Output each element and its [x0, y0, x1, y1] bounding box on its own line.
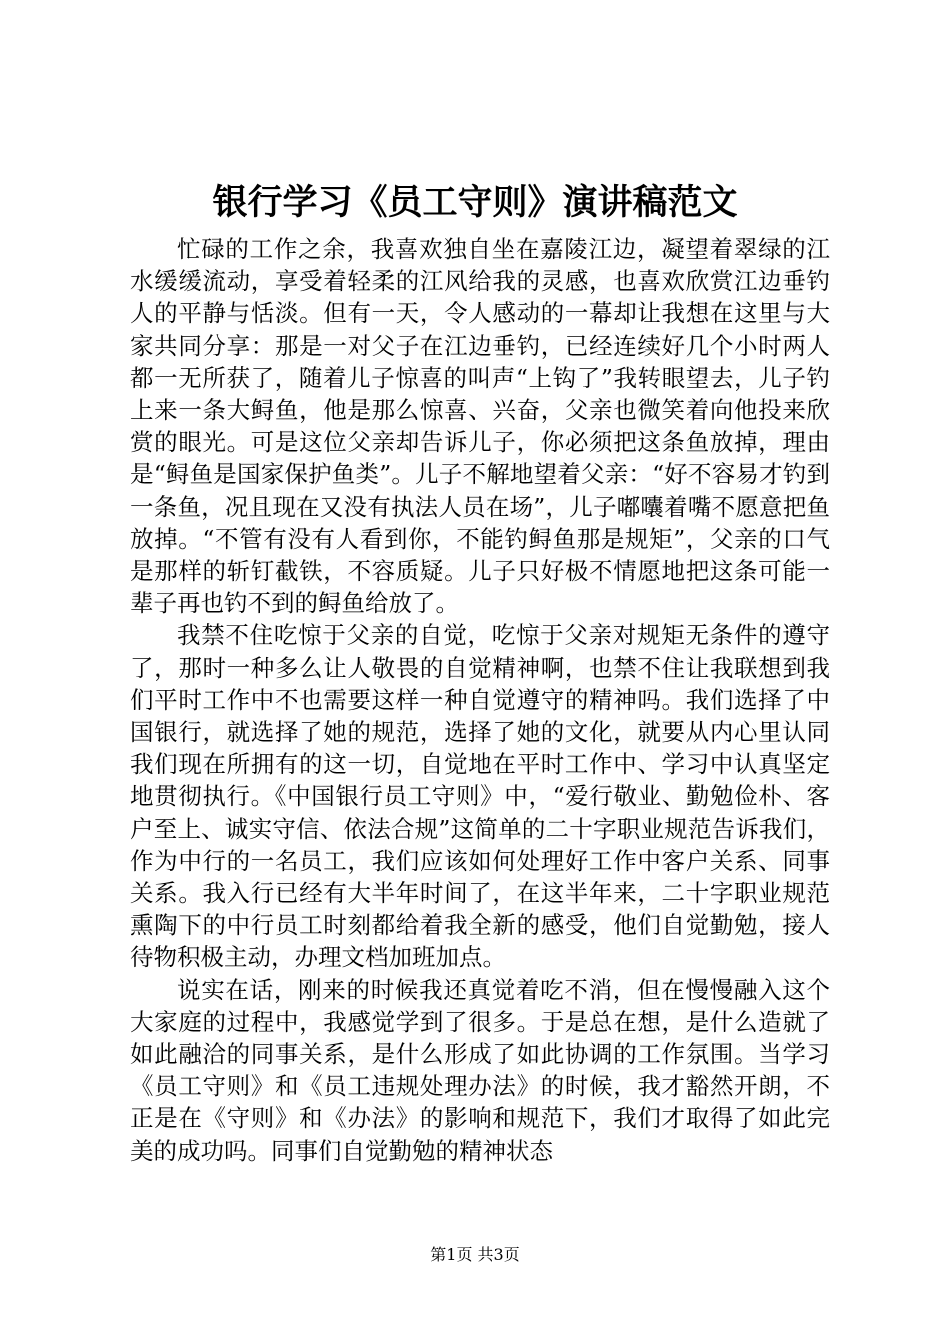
page-title: 银行学习《员工守则》演讲稿范文	[212, 182, 738, 223]
paragraph: 说实在话，刚来的时候我还真觉着吃不消，但在慢慢融入这个大家庭的过程中，我感觉学到了很多。于是总在想，是什么造就了如此融洽的同事关系，是什么形成了如此协调的工作氛围。当学习《员工守则》和《员工违规处理办法》的时候，我才豁然开朗，不正是在《守则》和《办法》的影响和规范下，我们才取得了如此完美的成功吗。同事们自觉勤勉的精神状态	[130, 975, 830, 1165]
paragraph: 我禁不住吃惊于父亲的自觉，吃惊于父亲对规矩无条件的遵守了，那时一种多么让人敬畏的自觉精神啊，也禁不住让我联想到我们平时工作中不也需要这样一种自觉遵守的精神吗。我们选择了中国银行，就选择了她的规范，选择了她的文化，就要从内心里认同我们现在所拥有的这一切，自觉地在平时工作中、学习中认真坚定地贯彻执行。《中国银行员工守则》中，“爱行敬业、勤勉俭朴、客户至上、诚实守信、依法合规”这简单的二十字职业规范告诉我们，作为中行的一名员工，我们应该如何处理好工作中客户关系、同事关系。我入行已经有大半年时间了，在这半年来，二十字职业规范熏陶下的中行员工时刻都给着我全新的感受，他们自觉勤勉，接人待物积极主动，办理文档加班加点。	[130, 621, 830, 972]
paragraph: 忙碌的工作之余，我喜欢独自坐在嘉陵江边，凝望着翠绿的江水缓缓流动，享受着轻柔的江风给我的灵感，也喜欢欣赏江边垂钓人的平静与恬淡。但有一天，令人感动的一幕却让我想在这里与大家共同分享：那是一对父子在江边垂钓，已经连续好几个小时两人都一无所获了，随着儿子惊喜的叫声“上钩了”我转眼望去，儿子钓上来一条大鲟鱼，他是那么惊喜、兴奋，父亲也微笑着向他投来欣赏的眼光。可是这位父亲却告诉儿子，你必须把这条鱼放掉，理由是“鲟鱼是国家保护鱼类”。儿子不解地望着父亲：“好不容易才钓到一条鱼，况且现在又没有执法人员在场”，儿子嘟囔着嘴不愿意把鱼放掉。“不管有没有人看到你，不能钓鲟鱼那是规矩”，父亲的口气是那样的斩钉截铁，不容质疑。儿子只好极不情愿地把这条可能一辈子再也钓不到的鲟鱼给放了。	[130, 235, 830, 618]
page-number-footer: 第1页 共3页	[430, 1245, 520, 1264]
document-body	[130, 233, 830, 1167]
